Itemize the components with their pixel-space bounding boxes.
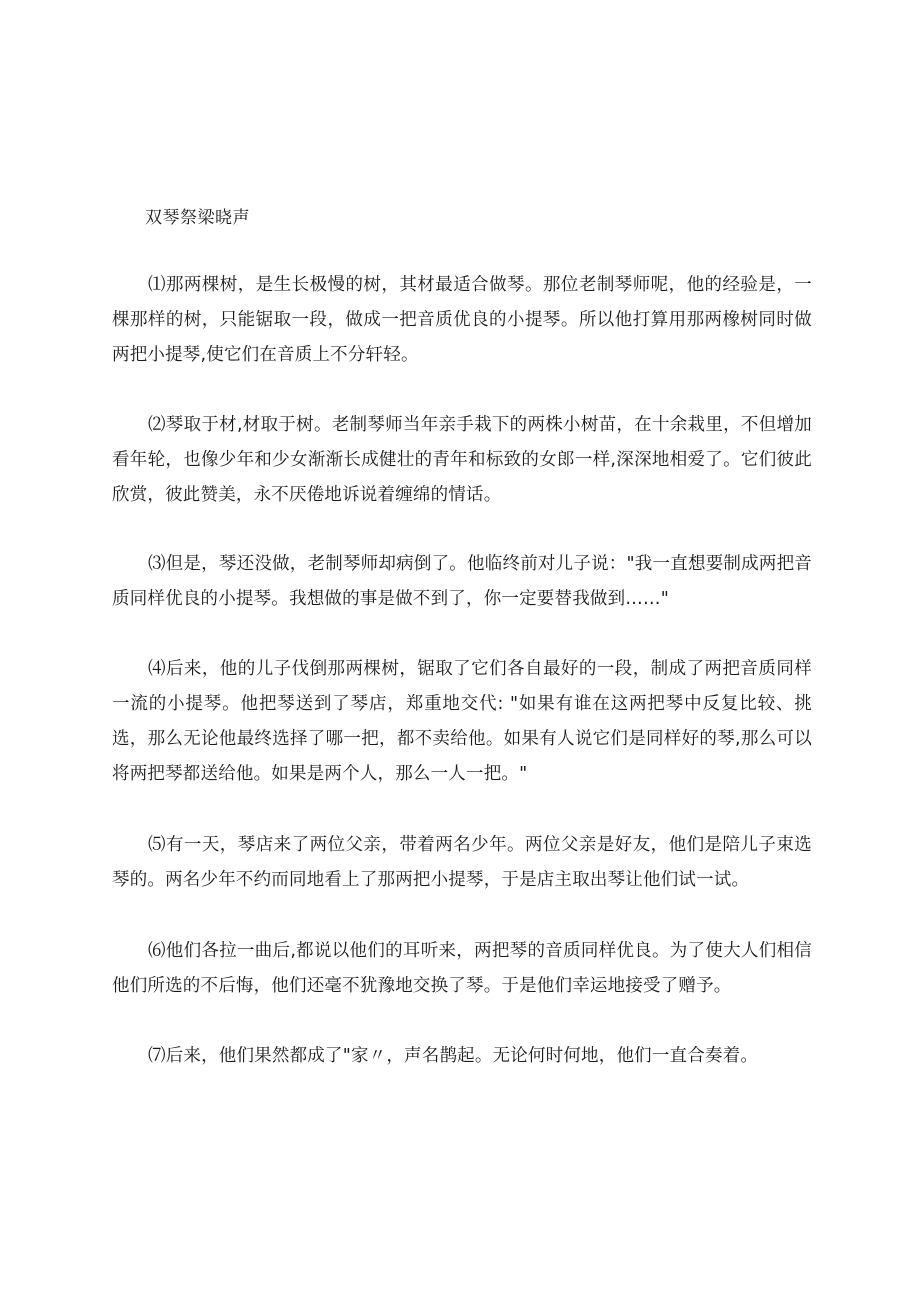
paragraph-7 bbox=[112, 1039, 812, 1074]
paragraph-number: ⑴ bbox=[148, 275, 166, 295]
paragraph-number: ⑸ bbox=[148, 835, 166, 855]
paragraph-6 bbox=[112, 934, 812, 1004]
paragraph-text: 琴取于材,材取于树。老制琴师当年亲手栽下的两株小树苗，在十余栽里，不但增加看年轮，也像少年和少女渐渐长成健壮的青年和标致的女郎一样,深深地相爱了。它们彼此欣赏，彼此赞美，永不厌倦地诉说着缠绵的情话。 bbox=[112, 415, 812, 505]
paragraph-text: 有一天，琴店来了两位父亲，带着两名少年。两位父亲是好友，他们是陪儿子束选琴的。两名少年不约而同地看上了那两把小提琴，于是店主取出琴让他们试一试。 bbox=[112, 835, 812, 890]
paragraph-1 bbox=[112, 268, 812, 373]
paragraph-number: ⑶ bbox=[148, 554, 166, 574]
paragraph-4 bbox=[112, 652, 812, 792]
paragraph-number: ⑹ bbox=[148, 941, 166, 961]
paragraph-text: 后来，他们果然都成了"家〃，声名鹊起。无论何时何地，他们一直合奏着。 bbox=[165, 1046, 759, 1066]
paragraph-text: 他们各拉一曲后,都说以他们的耳听来，两把琴的音质同样优良。为了使大人们相信他们所选的不后悔，他们还毫不犹豫地交换了琴。于是他们幸运地接受了赠予。 bbox=[112, 941, 812, 996]
paragraph-2 bbox=[112, 408, 812, 513]
paragraph-text: 后来，他的儿子伐倒那两棵树，锯取了它们各自最好的一段，制成了两把音质同样一流的小提琴。他把琴送到了琴店，郑重地交代: "如果有谁在这两把琴中反复比较、挑选，那么无论他最终选择了哪一把，都不卖给他。如果有人说它们是同样好的琴,那么可以将两把琴都送给他。如果是两个人，那么一人一把。" bbox=[112, 659, 812, 784]
paragraph-number: ⑷ bbox=[148, 659, 166, 679]
paragraph-5 bbox=[112, 828, 812, 898]
paragraph-number: ⑺ bbox=[148, 1046, 166, 1066]
paragraph-3 bbox=[112, 547, 812, 617]
paragraph-text: 但是，琴还没做，老制琴师却病倒了。他临终前对儿子说："我一直想要制成两把音质同样优良的小提琴。我想做的事是做不到了，你一定要替我做到……" bbox=[112, 554, 813, 609]
paragraph-text: 那两棵树，是生长极慢的树，其材最适合做琴。那位老制琴师呢，他的经验是，一棵那样的树，只能锯取一段，做成一把音质优良的小提琴。所以他打算用那两橡树同时做两把小提琴,使它们在音质上不分轩轻。 bbox=[112, 275, 812, 365]
document-title: 双琴祭梁晓声 bbox=[145, 208, 250, 228]
paragraph-number: ⑵ bbox=[148, 415, 166, 435]
